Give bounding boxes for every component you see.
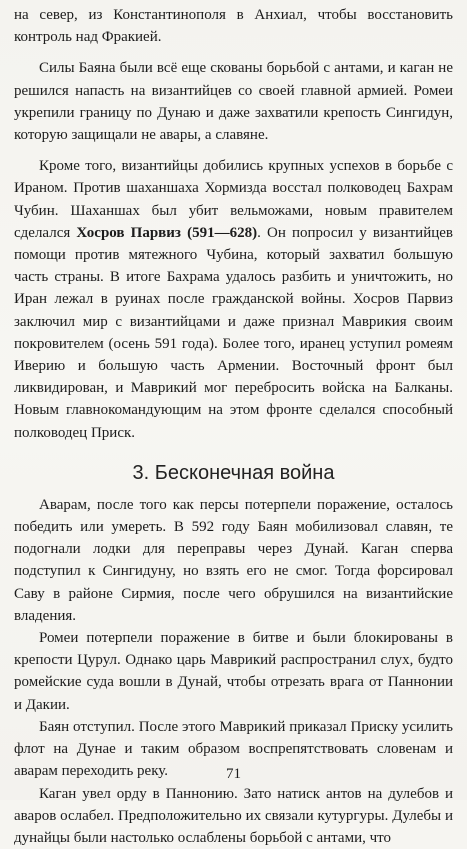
paragraph-kagan-pannonia: Каган увел орду в Паннонию. Зато натиск антов на дулебов и аваров ослабел. Предположительно их связали кутургуры. Дулебы и дунайцы были настолько ослаблены борьбой с антами, что <box>14 783 453 849</box>
paragraph-iran <box>14 155 453 444</box>
paragraph-continuation: на север, из Константинополя в Анхиал, чтобы восстановить контроль над Фракией. <box>14 4 453 48</box>
paragraph-bayan-retreat: Баян отступил. После этого Маврикий приказал Приску усилить флот на Дунае и таким образом воспрепятствовать словенам и аварам переходить реку. <box>14 716 453 783</box>
paragraph-iran-text-b: . Он попросил у византийцев помощи против мятежного Чубина, который захватил большую часть страны. В итоге Бахрама удалось разбить и уничтожить, но Иран лежал в руинах после гражданской войны. Хосров Парвиз заключил мир с византийцами и даже признал Маврикия своим покровителем (осень 591 года). Более того, иранец уступил ромеям Иверию и большую часть Армении. Восточный фронт был ликвидирован, и Маврикий мог перебросить войска на Балканы. Новым главнокомандующим на этом фронте сделался способный полководец Приск. <box>14 225 453 441</box>
paragraph-bayan-forces: Силы Баяна были всё еще скованы борьбой с антами, и каган не решился напасть на византийцев со своей главной армией. Ромеи укрепили границу по Дунаю и даже захватили крепость Сингидун, которую защищали не авары, а славяне. <box>14 57 453 146</box>
paragraph-romans-defeat: Ромеи потерпели поражение в битве и были блокированы в крепости Цурул. Однако царь Маврикий распространил слух, будто ромейские суда вошли в Дунай, чтобы отрезать врага от Паннонии и Дакии. <box>14 627 453 716</box>
page-number: 71 <box>0 764 467 784</box>
section-heading: 3. Бесконечная война <box>14 460 453 486</box>
paragraph-iran-text-a: Кроме того, византийцы добились крупных успехов в борьбе с Ираном. Против шаханшаха Хормизда восстал полководец Бахрам Чубин. Шаханшах был убит вельможами, новым правителем сделался <box>14 158 453 241</box>
paragraph-avars: Аварам, после того как персы потерпели поражение, осталось победить или умереть. В 592 году Баян мобилизовал славян, те подогнали лодки для переправы через Дунай. Каган сперва подступил к Сингидуну, но взять его не смог. Тогда форсировал Саву в районе Сирмия, после чего обрушился на византийские владения. <box>14 494 453 627</box>
khosrow-parviz-bold: Хосров Парвиз (591—628) <box>76 225 257 241</box>
